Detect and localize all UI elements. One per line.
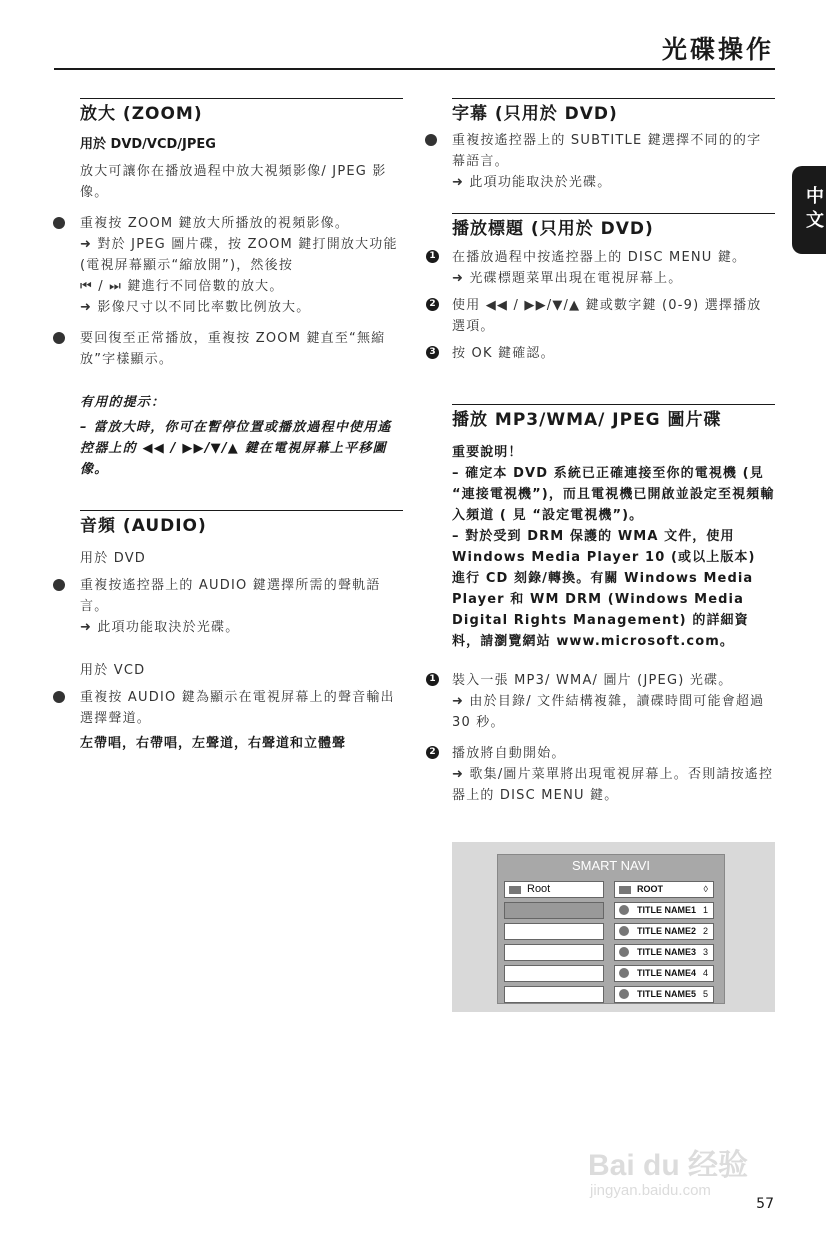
mp3-heading: 播放 MP3/WMA/ JPEG 圖片碟 bbox=[452, 410, 722, 430]
title-row bbox=[614, 923, 714, 940]
zoom-section bbox=[80, 98, 403, 480]
folder-icon bbox=[619, 886, 631, 894]
zoom-applies-to: 用於 DVD/VCD/JPEG bbox=[80, 137, 216, 152]
playtitle-section bbox=[429, 213, 775, 364]
empty-row bbox=[504, 944, 604, 961]
mp3-note-2: – 對於受到 DRM 保護的 WMA 文件，使用 Windows Media Player 10 (或以上版本) 進行 CD 刻錄/轉換。有關 Windows Media Player 和 WM DRM (Windows Media Digital Rights Management) 的詳細資料，請瀏覽網站 www.microsoft.com。 bbox=[452, 529, 756, 649]
step-3-icon: 3 bbox=[426, 346, 439, 359]
smart-navi-title: SMART NAVI bbox=[571, 858, 651, 873]
file-root-mark: ◊ bbox=[703, 884, 708, 894]
folder-root-row bbox=[504, 881, 604, 898]
right-column bbox=[429, 98, 775, 806]
bullet-icon bbox=[425, 134, 437, 146]
disc-icon bbox=[619, 947, 629, 957]
audio-b2-options: 左帶唱，右帶唱，左聲道，右聲道和立體聲 bbox=[80, 736, 347, 751]
audio-for-dvd: 用於 DVD bbox=[80, 551, 147, 566]
playtitle-step-2 bbox=[429, 295, 775, 337]
playtitle-s2-text: 使用 ◀◀ / ▶▶/▼/▲ 鍵或數字鍵 (0-9) 選擇播放選項。 bbox=[452, 298, 762, 334]
title-name: TITLE NAME4 bbox=[637, 968, 697, 978]
step-1-icon: 1 bbox=[426, 250, 439, 263]
audio-bullet-1 bbox=[80, 575, 403, 638]
mp3-s2-text: 播放將自動開始。 bbox=[452, 746, 566, 761]
bullet-icon bbox=[53, 579, 65, 591]
step-2-icon: 2 bbox=[426, 746, 439, 759]
disc-icon bbox=[619, 989, 629, 999]
subtitle-b1-arrow: ➜ 此項功能取決於光碟。 bbox=[452, 175, 612, 190]
title-index: 5 bbox=[702, 989, 708, 999]
zoom-b2-text: 要回復至正常播放，重複按 ZOOM 鍵直至“無縮放”字樣顯示。 bbox=[80, 331, 386, 367]
page-number: 57 bbox=[756, 1196, 774, 1212]
tip-body: – 當放大時，你可在暫停位置或播放過程中使用遙控器上的 ◀◀ / ▶▶/▼/▲ 鍵在電視屏幕上平移圖像。 bbox=[80, 420, 392, 477]
audio-b1-text: 重複按遙控器上的 AUDIO 鍵選擇所需的聲軌語言。 bbox=[80, 578, 381, 614]
disc-icon bbox=[619, 905, 629, 915]
header-rule bbox=[54, 68, 775, 70]
folder-column bbox=[504, 881, 604, 1007]
smart-navi-screen bbox=[497, 854, 725, 1004]
audio-section bbox=[80, 510, 403, 754]
subtitle-section bbox=[452, 98, 775, 193]
bullet-icon bbox=[53, 217, 65, 229]
bullet-icon bbox=[53, 691, 65, 703]
title-index: 4 bbox=[702, 968, 708, 978]
zoom-b1-arrow-1b: ⏮ / ⏭ 鍵進行不同倍數的放大。 bbox=[80, 279, 284, 294]
mp3-section bbox=[429, 404, 775, 806]
playtitle-step-3 bbox=[429, 343, 775, 364]
mp3-s1-arrow: ➜ 由於目錄/ 文件結構複雜，讀碟時間可能會超過 30 秒。 bbox=[452, 694, 765, 730]
empty-row bbox=[504, 965, 604, 982]
title-row bbox=[614, 986, 714, 1003]
folder-icon bbox=[509, 886, 521, 894]
empty-row bbox=[504, 986, 604, 1003]
mp3-s2-arrow: ➜ 歌集/圖片菜單將出現電視屏幕上。否則請按遙控器上的 DISC MENU 鍵。 bbox=[452, 767, 774, 803]
playtitle-s3-text: 按 OK 鍵確認。 bbox=[452, 346, 555, 361]
subtitle-heading: 字幕 (只用於 DVD) bbox=[452, 104, 618, 124]
audio-b1-arrow: ➜ 此項功能取決於光碟。 bbox=[80, 620, 240, 635]
zoom-b1-arrow-2: ➜ 影像尺寸以不同比率數比例放大。 bbox=[80, 300, 311, 315]
watermark-url: jingyan.baidu.com bbox=[590, 1182, 711, 1199]
title-row bbox=[614, 965, 714, 982]
smart-navi-illustration bbox=[452, 842, 775, 1012]
title-name: TITLE NAME3 bbox=[637, 947, 697, 957]
watermark-logo: Bai du 经验 bbox=[588, 1149, 749, 1182]
disc-icon bbox=[619, 968, 629, 978]
playtitle-s1-text: 在播放過程中按遙控器上的 DISC MENU 鍵。 bbox=[452, 250, 747, 265]
zoom-tip bbox=[80, 392, 403, 480]
zoom-bullet-2 bbox=[80, 328, 403, 370]
empty-row bbox=[504, 902, 604, 919]
tip-title: 有用的提示： bbox=[80, 395, 166, 410]
title-name: TITLE NAME1 bbox=[637, 905, 697, 915]
mp3-s1-text: 裝入一張 MP3/ WMA/ 圖片 (JPEG) 光碟。 bbox=[452, 673, 733, 688]
zoom-b1-text: 重複按 ZOOM 鍵放大所播放的視頻影像。 bbox=[80, 216, 350, 231]
zoom-bullet-1 bbox=[80, 213, 403, 318]
folder-root-label: Root bbox=[527, 883, 551, 895]
audio-bullet-2 bbox=[80, 687, 403, 754]
bullet-icon bbox=[53, 332, 65, 344]
playtitle-heading: 播放標題 (只用於 DVD) bbox=[452, 219, 654, 239]
title-row bbox=[614, 944, 714, 961]
page-title: 光碟操作 bbox=[661, 35, 774, 64]
language-tab-label: 中文 bbox=[803, 186, 824, 234]
zoom-intro: 放大可讓你在播放過程中放大視頻影像/ JPEG 影像。 bbox=[80, 164, 387, 200]
file-root-row bbox=[614, 881, 714, 898]
title-row bbox=[614, 902, 714, 919]
title-name: TITLE NAME5 bbox=[637, 989, 697, 999]
mp3-step-1 bbox=[429, 670, 775, 733]
title-index: 2 bbox=[702, 926, 708, 936]
audio-for-vcd: 用於 VCD bbox=[80, 663, 146, 678]
title-index: 3 bbox=[702, 947, 708, 957]
mp3-step-2 bbox=[429, 743, 775, 806]
step-1-icon: 1 bbox=[426, 673, 439, 686]
empty-row bbox=[504, 923, 604, 940]
title-name: TITLE NAME2 bbox=[637, 926, 697, 936]
step-2-icon: 2 bbox=[426, 298, 439, 311]
mp3-note-title: 重要說明！ bbox=[452, 445, 523, 460]
zoom-heading: 放大 (ZOOM) bbox=[80, 104, 203, 124]
file-root-label: ROOT bbox=[637, 884, 663, 894]
audio-b2-text: 重複按 AUDIO 鍵為顯示在電視屏幕上的聲音輸出選擇聲道。 bbox=[80, 690, 395, 726]
disc-icon bbox=[619, 926, 629, 936]
subtitle-bullet bbox=[452, 130, 775, 193]
title-index: 1 bbox=[702, 905, 708, 915]
left-column bbox=[80, 98, 403, 754]
playtitle-s1-arrow: ➜ 光碟標題菜單出現在電視屏幕上。 bbox=[452, 271, 683, 286]
playtitle-step-1 bbox=[429, 247, 775, 289]
language-tab bbox=[792, 166, 826, 254]
subtitle-b1-text: 重複按遙控器上的 SUBTITLE 鍵選擇不同的的字幕語言。 bbox=[452, 133, 762, 169]
zoom-b1-arrow-1: ➜ 對於 JPEG 圖片碟，按 ZOOM 鍵打開放大功能 (電視屏幕顯示“縮放開”)，然後按 bbox=[80, 237, 398, 273]
audio-heading: 音頻 (AUDIO) bbox=[80, 516, 207, 536]
mp3-note-1: – 確定本 DVD 系統已正確連接至你的電視機 (見 “連接電視機”)，而且電視機已開啟並設定至視頻輸入頻道 ( 見 “設定電視機”)。 bbox=[452, 466, 775, 523]
file-column bbox=[614, 881, 714, 1007]
